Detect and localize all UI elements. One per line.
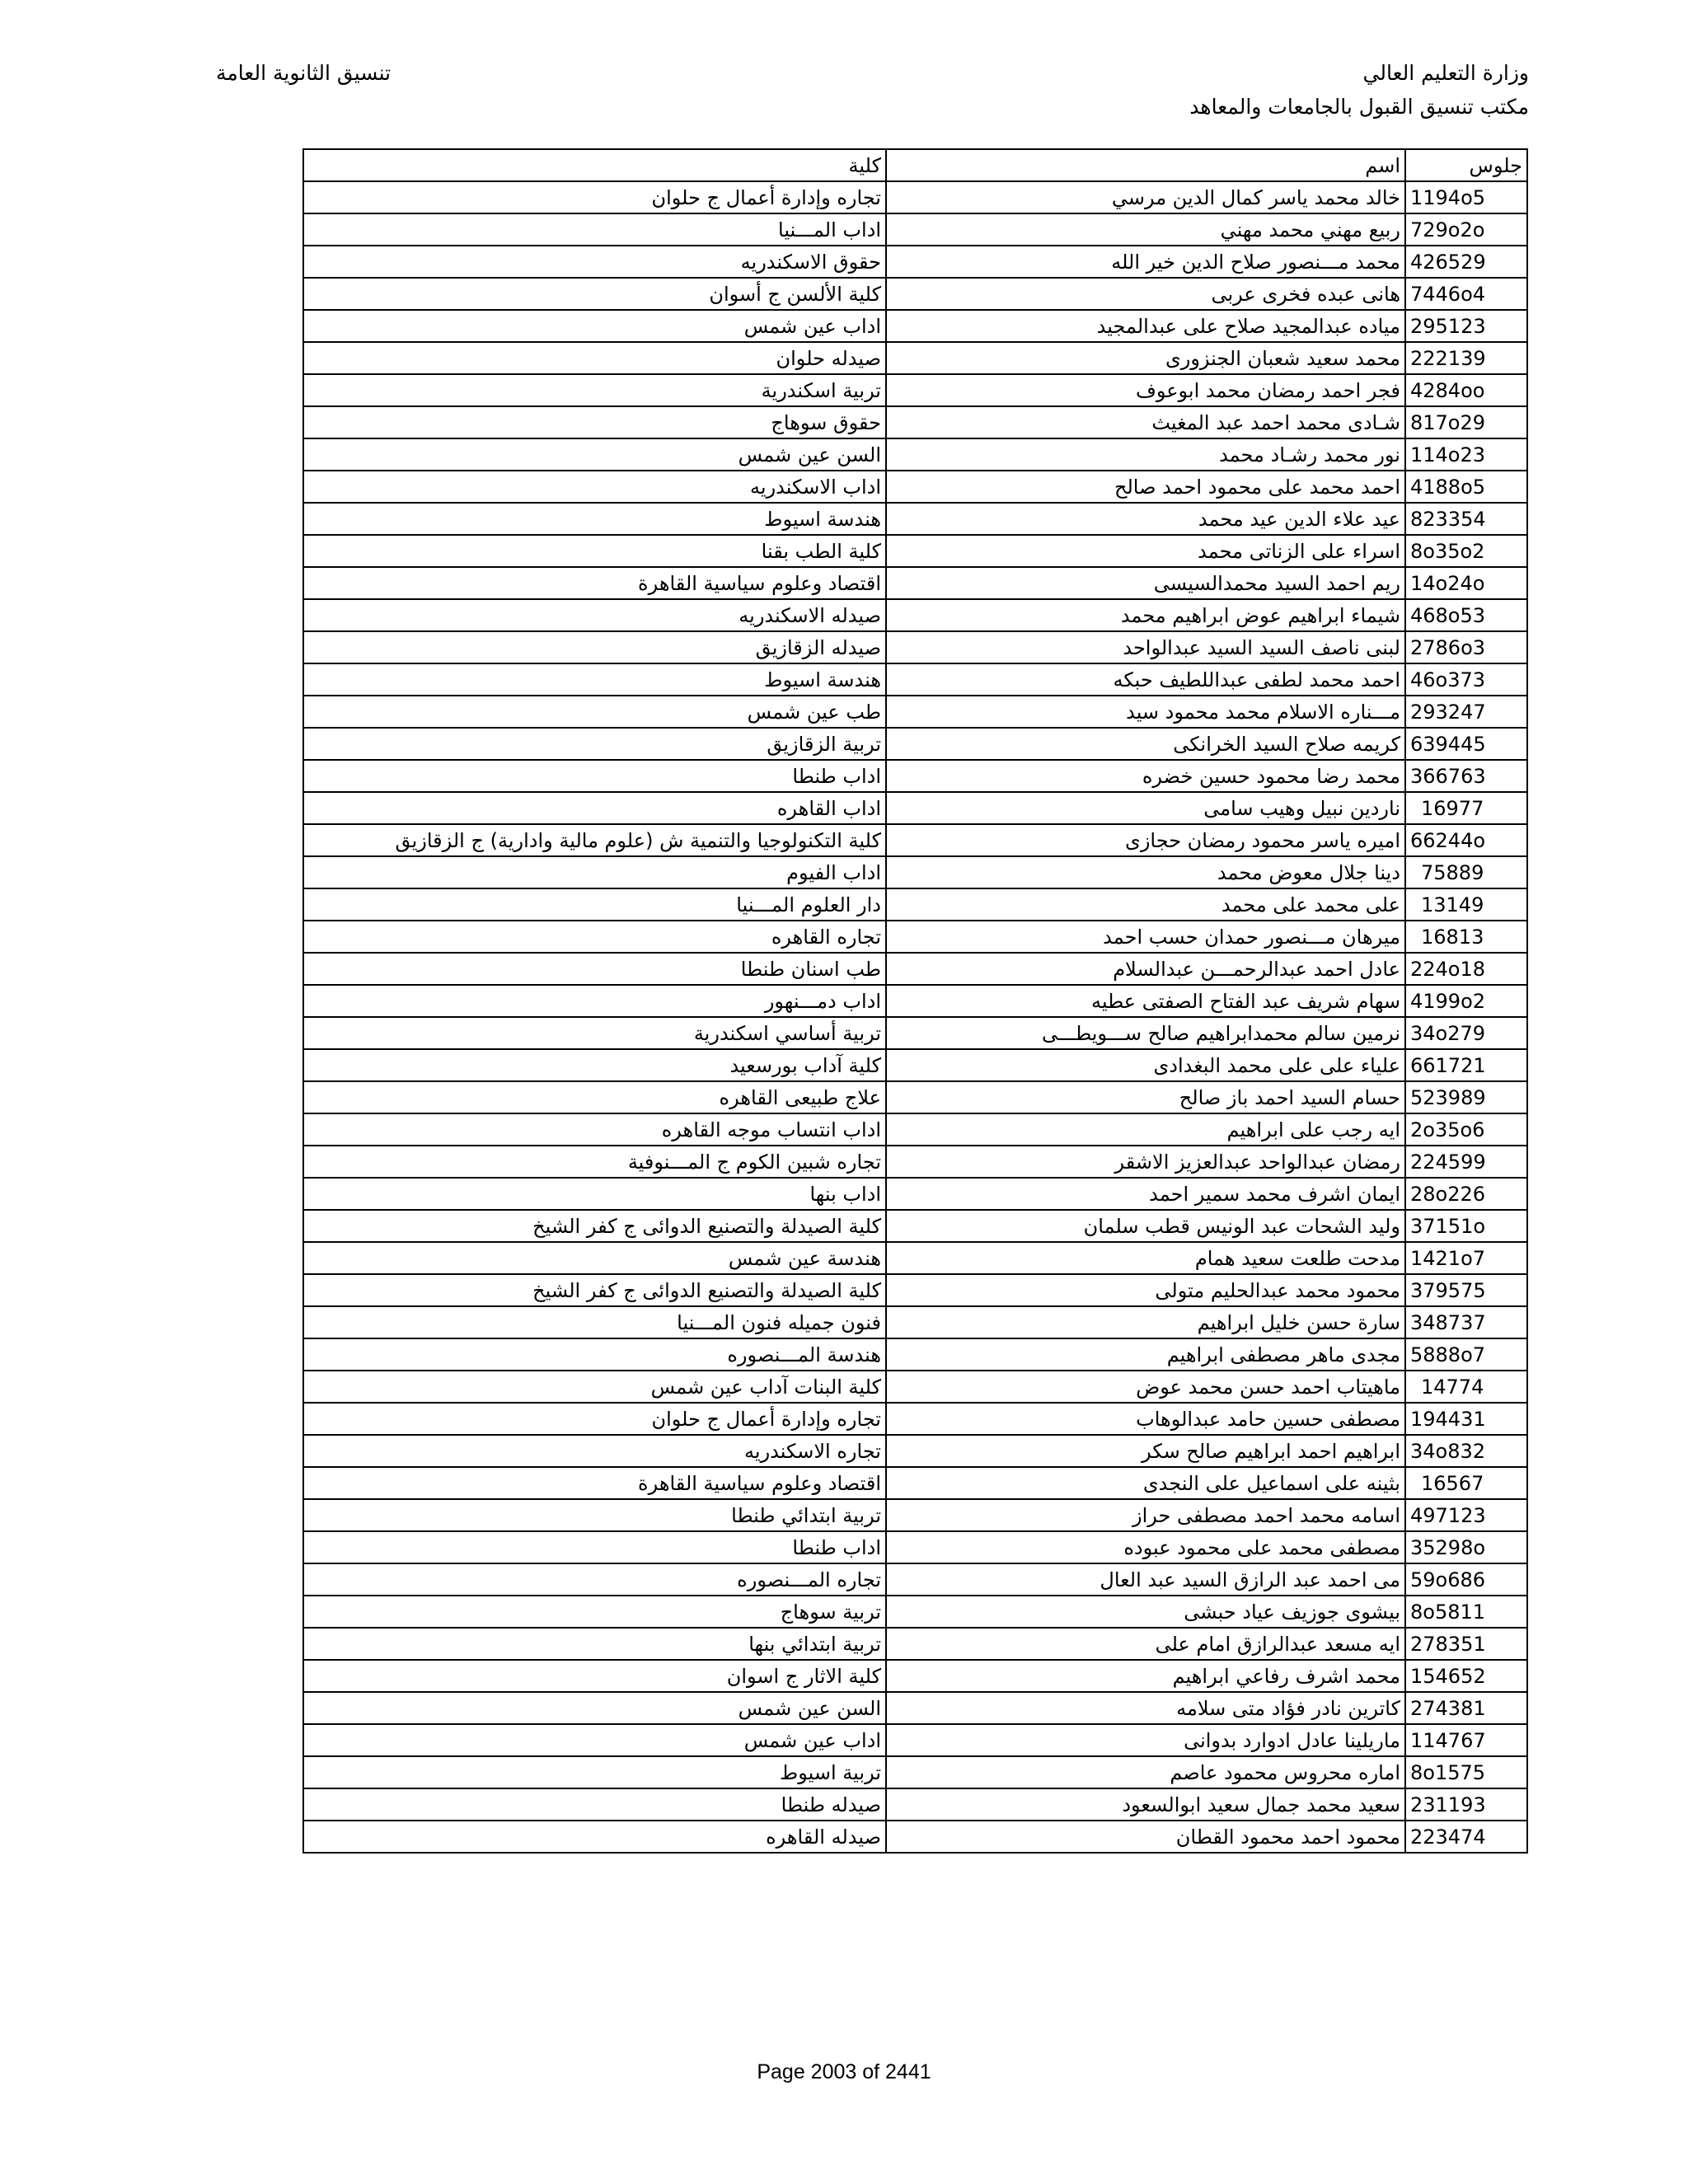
table-body (303, 181, 1527, 1853)
table-row (303, 278, 1527, 310)
name-cell: رمضان عبدالواحد عبدالعزيز الاشقر (886, 1146, 1405, 1178)
seat-number-cell: 1194o5 (1405, 181, 1527, 213)
name-cell: دينا جلال معوض محمد (886, 856, 1405, 888)
name-cell: ابراهيم احمد ابراهيم صالح سكر (886, 1435, 1405, 1467)
college-cell: كلية آداب بورسعيد (303, 1049, 886, 1081)
table-row (303, 1692, 1527, 1724)
college-cell: حقوق سوهاج (303, 406, 886, 438)
name-cell: كاترين نادر فؤاد متى سلامه (886, 1692, 1405, 1724)
name-cell: بيشوى جوزيف عياد حبشى (886, 1596, 1405, 1628)
seat-number-cell: 194431 (1405, 1403, 1527, 1435)
seat-number-cell: 13149 (1405, 888, 1527, 921)
college-cell: كلية الطب بقنا (303, 535, 886, 567)
name-cell: ايمان اشرف محمد سمير احمد (886, 1178, 1405, 1210)
table-row (303, 1338, 1527, 1371)
seat-number-cell: 4199o2 (1405, 985, 1527, 1017)
table-row (303, 406, 1527, 438)
column-header-college: كلية (303, 149, 886, 181)
college-cell: السن عين شمس (303, 1692, 886, 1724)
college-cell: تربية سوهاج (303, 1596, 886, 1628)
table-row (303, 374, 1527, 406)
college-cell: اداب القاهره (303, 792, 886, 824)
seat-number-cell: 35298o (1405, 1531, 1527, 1563)
seat-number-cell: 231193 (1405, 1788, 1527, 1821)
college-cell: دار العلوم المـــنيا (303, 888, 886, 921)
seat-number-cell: 468o53 (1405, 599, 1527, 631)
college-cell: كلية الألسن ج أسوان (303, 278, 886, 310)
seat-number-cell: 114o23 (1405, 438, 1527, 471)
college-cell: تربية الزقازيق (303, 728, 886, 760)
seat-number-cell: 4284oo (1405, 374, 1527, 406)
seat-number-cell: 497123 (1405, 1499, 1527, 1531)
table-row (303, 310, 1527, 342)
college-cell: كلية الاثار ج اسوان (303, 1660, 886, 1692)
name-cell: وليد الشحات عبد الونيس قطب سلمان (886, 1210, 1405, 1242)
name-cell: محمود محمد عبدالحليم متولى (886, 1274, 1405, 1306)
college-cell: صيدله الاسكندريه (303, 599, 886, 631)
table-row (303, 567, 1527, 599)
college-cell: اداب عين شمس (303, 310, 886, 342)
table-row (303, 631, 1527, 663)
table-row (303, 985, 1527, 1017)
seat-number-cell: 28o226 (1405, 1178, 1527, 1210)
table-row (303, 1756, 1527, 1788)
table-row (303, 921, 1527, 953)
table-row (303, 1210, 1527, 1242)
column-header-seat: جلوس (1405, 149, 1527, 181)
name-cell: خالد محمد ياسر كمال الدين مرسي (886, 181, 1405, 213)
name-cell: احمد محمد على محمود احمد صالح (886, 471, 1405, 503)
table-row (303, 1724, 1527, 1756)
name-cell: عادل احمد عبدالرحمـــن عبدالسلام (886, 953, 1405, 985)
college-cell: هندسة اسيوط (303, 663, 886, 696)
seat-number-cell: 523989 (1405, 1081, 1527, 1113)
table-row (303, 1178, 1527, 1210)
seat-number-cell: 66244o (1405, 824, 1527, 856)
name-cell: محمد سعيد شعبان الجنزورى (886, 342, 1405, 374)
seat-number-cell: 222139 (1405, 342, 1527, 374)
name-cell: مدحت طلعت سعيد همام (886, 1242, 1405, 1274)
seat-number-cell: 278351 (1405, 1628, 1527, 1660)
name-cell: اسامه محمد احمد مصطفى حراز (886, 1499, 1405, 1531)
seat-number-cell: 8o1575 (1405, 1756, 1527, 1788)
seat-number-cell: 14774 (1405, 1371, 1527, 1403)
results-table (302, 148, 1528, 1854)
college-cell: كلية التكنولوجيا والتنمية ش (علوم مالية وادارية) ج الزقازيق (303, 824, 886, 856)
table-row (303, 1306, 1527, 1338)
table-row (303, 1563, 1527, 1596)
seat-number-cell: 2o35o6 (1405, 1113, 1527, 1146)
name-cell: حسام السيد احمد باز صالح (886, 1081, 1405, 1113)
college-cell: تربية اسيوط (303, 1756, 886, 1788)
seat-number-cell: 274381 (1405, 1692, 1527, 1724)
name-cell: هانى عبده فخرى عربى (886, 278, 1405, 310)
name-cell: كريمه صلاح السيد الخرانكى (886, 728, 1405, 760)
seat-number-cell: 1421o7 (1405, 1242, 1527, 1274)
table-row (303, 1274, 1527, 1306)
college-cell: اداب دمـــنهور (303, 985, 886, 1017)
name-cell: ربيع مهني محمد مهني (886, 213, 1405, 246)
college-cell: هندسة المـــنصوره (303, 1338, 886, 1371)
seat-number-cell: 224o18 (1405, 953, 1527, 985)
seat-number-cell: 16567 (1405, 1467, 1527, 1499)
name-cell: نور محمد رشـاد محمد (886, 438, 1405, 471)
college-cell: اداب عين شمس (303, 1724, 886, 1756)
seat-number-cell: 823354 (1405, 503, 1527, 535)
college-cell: طب اسنان طنطا (303, 953, 886, 985)
seat-number-cell: 7446o4 (1405, 278, 1527, 310)
name-cell: ايه رجب على ابراهيم (886, 1113, 1405, 1146)
college-cell: كلية البنات آداب عين شمس (303, 1371, 886, 1403)
seat-number-cell: 8o5811 (1405, 1596, 1527, 1628)
seat-number-cell: 16813 (1405, 921, 1527, 953)
college-cell: تربية ابتدائي بنها (303, 1628, 886, 1660)
ministry-title: وزارة التعليم العالي (1362, 61, 1529, 85)
table-row (303, 1660, 1527, 1692)
seat-number-cell: 59o686 (1405, 1563, 1527, 1596)
name-cell: مى احمد عبد الرازق السيد عبد العال (886, 1563, 1405, 1596)
college-cell: تربية ابتدائي طنطا (303, 1499, 886, 1531)
name-cell: اسراء على الزناتى محمد (886, 535, 1405, 567)
name-cell: فجر احمد رمضان محمد ابوعوف (886, 374, 1405, 406)
table-row (303, 1531, 1527, 1563)
seat-number-cell: 639445 (1405, 728, 1527, 760)
table-row (303, 1821, 1527, 1853)
name-cell: ايه مسعد عبدالرازق امام على (886, 1628, 1405, 1660)
name-cell: ميرهان مـــنصور حمدان حسب احمد (886, 921, 1405, 953)
college-cell: اداب الاسكندريه (303, 471, 886, 503)
table-row (303, 1049, 1527, 1081)
college-cell: اداب المـــنيا (303, 213, 886, 246)
name-cell: سعيد محمد جمال سعيد ابوالسعود (886, 1788, 1405, 1821)
seat-number-cell: 366763 (1405, 760, 1527, 792)
seat-number-cell: 114767 (1405, 1724, 1527, 1756)
seat-number-cell: 379575 (1405, 1274, 1527, 1306)
name-cell: ماهيتاب احمد حسن محمد عوض (886, 1371, 1405, 1403)
table-row (303, 888, 1527, 921)
name-cell: لبنى ناصف السيد السيد عبدالواحد (886, 631, 1405, 663)
college-cell: صيدله الزقازيق (303, 631, 886, 663)
college-cell: اداب الفيوم (303, 856, 886, 888)
name-cell: عيد علاء الدين عيد محمد (886, 503, 1405, 535)
name-cell: مصطفى محمد على محمود عبوده (886, 1531, 1405, 1563)
seat-number-cell: 661721 (1405, 1049, 1527, 1081)
college-cell: تربية أساسي اسكندرية (303, 1017, 886, 1049)
name-cell: سهام شريف عبد الفتاح الصفتى عطيه (886, 985, 1405, 1017)
seat-number-cell: 729o2o (1405, 213, 1527, 246)
table-row (303, 1788, 1527, 1821)
table-row (303, 599, 1527, 631)
college-cell: تربية اسكندرية (303, 374, 886, 406)
seat-number-cell: 348737 (1405, 1306, 1527, 1338)
table-row (303, 1371, 1527, 1403)
college-cell: اقتصاد وعلوم سياسية القاهرة (303, 567, 886, 599)
name-cell: مصطفى حسين حامد عبدالوهاب (886, 1403, 1405, 1435)
name-cell: نرمين سالم محمدابراهيم صالح ســـويطـــى (886, 1017, 1405, 1049)
seat-number-cell: 4188o5 (1405, 471, 1527, 503)
seat-number-cell: 223474 (1405, 1821, 1527, 1853)
name-cell: ناردين نبيل وهيب سامى (886, 792, 1405, 824)
college-cell: اداب طنطا (303, 1531, 886, 1563)
college-cell: هندسة اسيوط (303, 503, 886, 535)
seat-number-cell: 293247 (1405, 696, 1527, 728)
seat-number-cell: 154652 (1405, 1660, 1527, 1692)
table-row (303, 856, 1527, 888)
seat-number-cell: 5888o7 (1405, 1338, 1527, 1371)
table-row (303, 696, 1527, 728)
college-cell: اداب بنها (303, 1178, 886, 1210)
name-cell: مجدى ماهر مصطفى ابراهيم (886, 1338, 1405, 1371)
table-row (303, 1146, 1527, 1178)
name-cell: اماره محروس محمود عاصم (886, 1756, 1405, 1788)
table-header-row (303, 149, 1527, 181)
seat-number-cell: 817o29 (1405, 406, 1527, 438)
college-cell: هندسة عين شمس (303, 1242, 886, 1274)
name-cell: شيماء ابراهيم عوض ابراهيم محمد (886, 599, 1405, 631)
table-row (303, 1499, 1527, 1531)
name-cell: محمود احمد محمود القطان (886, 1821, 1405, 1853)
table-row (303, 760, 1527, 792)
page-number: Page 2003 of 2441 (757, 2060, 931, 2083)
table-row (303, 471, 1527, 503)
seat-number-cell: 16977 (1405, 792, 1527, 824)
seat-number-cell: 8o35o2 (1405, 535, 1527, 567)
name-cell: على محمد على محمد (886, 888, 1405, 921)
college-cell: صيدله طنطا (303, 1788, 886, 1821)
table-row (303, 246, 1527, 278)
college-cell: تجاره شبين الكوم ج المـــنوفية (303, 1146, 886, 1178)
table-row (303, 1403, 1527, 1435)
college-cell: تجاره القاهره (303, 921, 886, 953)
seat-number-cell: 46o373 (1405, 663, 1527, 696)
name-cell: علياء على على محمد البغدادى (886, 1049, 1405, 1081)
college-cell: اداب انتساب موجه القاهره (303, 1113, 886, 1146)
name-cell: محمد اشرف رفاعي ابراهيم (886, 1660, 1405, 1692)
table-row (303, 1081, 1527, 1113)
seat-number-cell: 2786o3 (1405, 631, 1527, 663)
college-cell: السن عين شمس (303, 438, 886, 471)
table-row (303, 535, 1527, 567)
college-cell: كلية الصيدلة والتصنيع الدوائى ج كفر الشيخ (303, 1210, 886, 1242)
name-cell: ريم احمد السيد محمدالسيسى (886, 567, 1405, 599)
seat-number-cell: 295123 (1405, 310, 1527, 342)
table-row (303, 1113, 1527, 1146)
seat-number-cell: 34o279 (1405, 1017, 1527, 1049)
college-cell: فنون جميله فنون المـــنيا (303, 1306, 886, 1338)
name-cell: محمد مـــنصور صلاح الدين خير الله (886, 246, 1405, 278)
column-header-name: اسم (886, 149, 1405, 181)
table-row (303, 1628, 1527, 1660)
college-cell: تجاره الاسكندريه (303, 1435, 886, 1467)
table-row (303, 438, 1527, 471)
seat-number-cell: 426529 (1405, 246, 1527, 278)
table-row (303, 1467, 1527, 1499)
college-cell: تجاره وإدارة أعمال ج حلوان (303, 181, 886, 213)
table-row (303, 728, 1527, 760)
name-cell: بثينه على اسماعيل على النجدى (886, 1467, 1405, 1499)
name-cell: احمد محمد لطفى عبداللطيف حبكه (886, 663, 1405, 696)
table-row (303, 953, 1527, 985)
table-row (303, 1017, 1527, 1049)
table-row (303, 824, 1527, 856)
college-cell: تجاره المـــنصوره (303, 1563, 886, 1596)
table-row (303, 1596, 1527, 1628)
seat-number-cell: 34o832 (1405, 1435, 1527, 1467)
seat-number-cell: 14o24o (1405, 567, 1527, 599)
table-row (303, 213, 1527, 246)
name-cell: سارة حسن خليل ابراهيم (886, 1306, 1405, 1338)
college-cell: حقوق الاسكندريه (303, 246, 886, 278)
table-row (303, 1242, 1527, 1274)
table-row (303, 503, 1527, 535)
name-cell: مـــناره الاسلام محمد محمود سيد (886, 696, 1405, 728)
college-cell: علاج طبيعى القاهره (303, 1081, 886, 1113)
document-title: تنسيق الثانوية العامة (216, 61, 392, 85)
name-cell: اميره ياسر محمود رمضان حجازى (886, 824, 1405, 856)
college-cell: كلية الصيدلة والتصنيع الدوائى ج كفر الشيخ (303, 1274, 886, 1306)
name-cell: محمد رضا محمود حسين خضره (886, 760, 1405, 792)
name-cell: مياده عبدالمجيد صلاح على عبدالمجيد (886, 310, 1405, 342)
college-cell: صيدله حلوان (303, 342, 886, 374)
college-cell: طب عين شمس (303, 696, 886, 728)
college-cell: اداب طنطا (303, 760, 886, 792)
college-cell: اقتصاد وعلوم سياسية القاهرة (303, 1467, 886, 1499)
college-cell: صيدله القاهره (303, 1821, 886, 1853)
seat-number-cell: 75889 (1405, 856, 1527, 888)
seat-number-cell: 37151o (1405, 1210, 1527, 1242)
office-title: مكتب تنسيق القبول بالجامعات والمعاهد (1189, 95, 1529, 119)
seat-number-cell: 224599 (1405, 1146, 1527, 1178)
college-cell: تجاره وإدارة أعمال ج حلوان (303, 1403, 886, 1435)
table-row (303, 181, 1527, 213)
name-cell: ماريلينا عادل ادوارد بدوانى (886, 1724, 1405, 1756)
table-row (303, 342, 1527, 374)
table-row (303, 1435, 1527, 1467)
table-row (303, 663, 1527, 696)
table-row (303, 792, 1527, 824)
name-cell: شـادى محمد احمد عبد المغيث (886, 406, 1405, 438)
